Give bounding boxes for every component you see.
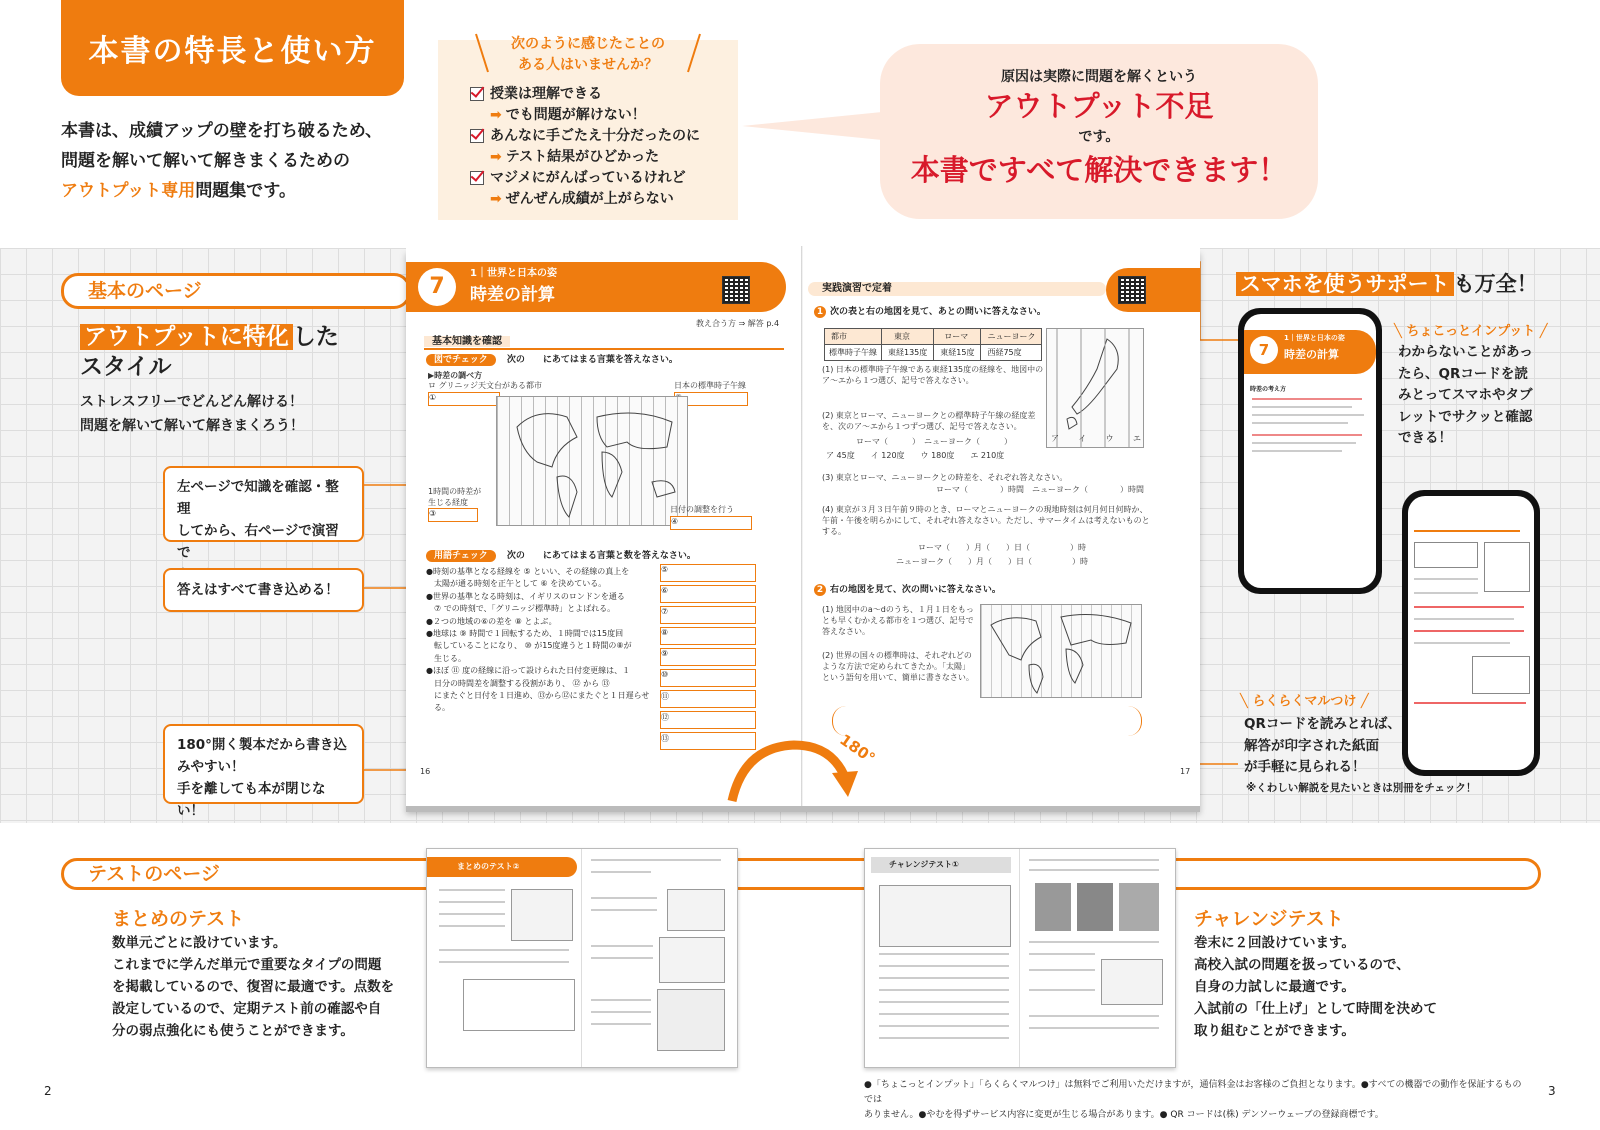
world-map-outline	[981, 605, 1141, 697]
question-1-4: (4) 東京が３月３日午前９時のとき、ローマとニューヨークの現地時刻は何月何日何時か、午前・午後を明らかにして、それぞれ答えなさい。ただし、サマータイムは考えないものとする。	[822, 505, 1150, 536]
term-check-badge: 用語チェック	[426, 550, 496, 562]
answer-box[interactable]: ⑤	[660, 564, 756, 582]
answer-box-3[interactable]: ③	[428, 508, 478, 522]
callout-left-right: 左ページで知識を確認・整理 してから、右ページで演習で	[163, 466, 364, 542]
fig-label: ロ グリニッジ天文台がある都市	[428, 381, 543, 390]
phone-mini-table	[1414, 542, 1478, 568]
phone-lesson-number: 7	[1250, 336, 1278, 364]
headline-line: スタイル	[80, 354, 172, 380]
test-page-label: テストのページ	[61, 858, 1541, 890]
question-1-2-choices: ア 45度 イ 120度 ウ 180度 エ 210度	[826, 451, 1005, 460]
phone-lesson-title: 時差の計算	[1284, 348, 1339, 361]
question-1-heading: 1 次の表と右の地図を見て、あとの問いに答えなさい。	[814, 304, 1046, 318]
matome-test-description: 数単元ごとに設けています。 これまでに学んだ単元で重要なタイプの問題 を掲載しているので、復習に最適です。点数を 設定しているので、定期テスト前の確認や自 分の弱点強化にも使うことができます。	[112, 935, 395, 1039]
choko-input-label: ╲ ちょこっとインプット ╱	[1394, 324, 1548, 339]
smartphone-headline	[1236, 268, 1538, 298]
world-map-outline	[497, 397, 687, 525]
worry-heading-line: ある人はいませんか？	[518, 57, 658, 73]
world-map-time-zones	[496, 396, 688, 526]
matome-test-title: まとめのテスト	[112, 908, 245, 930]
challenge-test-description: 巻末に２回設けています。 高校入試の問題を扱っているので、 自身の力試しに最適です。 入試前の「仕上げ」として時間を決めて 取り組むことができます。	[1194, 935, 1437, 1039]
question-1-4-answer-ny[interactable]: ニューヨーク（ ）月（ ）日（ ）時	[896, 557, 1088, 566]
page-number-2: 2	[44, 1084, 52, 1098]
worry-item-sub: ➡ テスト結果がひどかった	[490, 149, 660, 165]
challenge-test-thumbnail	[864, 848, 1176, 1068]
answer-box[interactable]: ⑩	[660, 669, 756, 687]
question-1-2-answer[interactable]: ローマ（ ） ニューヨーク（ ）	[856, 437, 1012, 446]
worry-item: あんなに手ごたえ十分だったのに	[470, 126, 700, 147]
headline-rest: も万全！	[1453, 272, 1538, 296]
qr-code-icon	[1118, 276, 1146, 304]
lesson-title: 時差の計算	[470, 285, 555, 305]
answer-box[interactable]: ⑨	[660, 648, 756, 666]
term-answer-column	[660, 564, 756, 753]
japan-map-outline	[1047, 329, 1143, 447]
worry-item: マジメにがんばっているけれど	[470, 168, 700, 189]
phone-lesson-header	[1244, 330, 1376, 374]
basic-page-label: 基本のページ	[61, 273, 411, 309]
degree-180-label: 180°	[836, 730, 879, 768]
phone-answer-mockup	[1402, 490, 1540, 776]
fig-check-badge: 図でチェック	[426, 354, 496, 366]
question-1-1: (1) 日本の標準時子午線である東経135度の経線を、地図中のア〜エから１つ選び、記号で答えなさい。	[822, 365, 1044, 385]
unit-label: 1｜世界と日本の姿	[470, 268, 557, 279]
question-1-3-answer[interactable]: ローマ（ ）時間 ニューヨーク（ ）時間	[936, 485, 1144, 494]
bubble-line: です。	[1078, 129, 1120, 145]
fig-check-row	[426, 352, 678, 365]
answer-box[interactable]: ⑫	[660, 711, 756, 729]
intro-line: 本書は、成績アップの壁を打ち破るため、	[61, 121, 383, 141]
qr-code-icon	[722, 276, 750, 304]
fig-label: 日付の調整を行う	[670, 505, 734, 514]
intro-emphasis: アウトプット専用	[61, 181, 196, 201]
question-2-2: (2) 世界の国々の標準時は、それぞれどのような方法で定められてきたか。「太陽」という語句を用いて、簡単に書きなさい。	[822, 651, 974, 682]
book-fold	[801, 246, 803, 806]
question-2-1: (1) 地図中のa〜dのうち、１月１日をもっとも早くむかえる都市を１つ選び、記号で答えなさい。	[822, 605, 974, 636]
headline-rest: した	[292, 324, 339, 350]
intro-line: 問題を解いて解いて解きまくるための	[61, 151, 350, 171]
phone-input-mockup	[1238, 308, 1382, 594]
description-line: ストレスフリーでどんどん解ける！	[80, 394, 304, 410]
book-spread	[406, 246, 1200, 806]
world-map-q2	[980, 604, 1142, 698]
section-practice: 実践演習で定着	[808, 282, 1106, 296]
worry-item-sub: ➡ ぜんぜん成績が上がらない	[490, 191, 674, 207]
question-1-2: (2) 東京とローマ、ニューヨークとの標準時子午線の経度差を、次のア〜エから１つずつ選び、記号で答えなさい。	[822, 411, 1036, 431]
question-1-4-answer-rome[interactable]: ローマ（ ）月（ ）日（ ）時	[918, 543, 1086, 552]
page-number-3: 3	[1548, 1084, 1556, 1098]
answer-reference: 教え合う方 ⇒ 解答 p.4	[696, 319, 780, 328]
intro-tail: 問題集です。	[195, 181, 296, 201]
description-line: 問題を解いて解いて解きまくろう！	[80, 418, 304, 434]
page-number-left: 16	[420, 767, 431, 776]
raku-maru-description: QRコードを読みとれば、 解答が印字された紙面 が手軽に見られる！	[1244, 716, 1401, 775]
term-text: ●時刻の基準となる経線を ⑤ といい、その経線の真上を 太陽が通る時刻を正午として ⑥ を決めている。 ●世界の基準となる時刻は、イギリスのロンドンを通る ⑦ での時刻で、「グリニッジ標準時」とよばれる。 ●２つの地域の⑥の差を ⑧ とよぶ。 ●地球は ⑨ 時間で１回転するため、１時間では15度回 転していることになり、 ⑩ が15度違うと１時間の⑧が 生じる。 ●ほぼ ⑪ 度の経線に沿って設けられた日付変更線は、１ 日分の時間差を調整する役割があり、 ⑫ から ⑬ にまたぐと日付を１日進め、⑬から⑫にまたぐと１日遅らせ る。	[426, 567, 650, 713]
lesson-number: 7	[418, 268, 456, 306]
headline-highlight: アウトプットに特化	[80, 324, 293, 350]
answer-box[interactable]: ⑧	[660, 627, 756, 645]
choko-input-description: わからないことがあっ たら、QRコードを読 みとってスマホやタブ レットでサクッと確認 できる！	[1398, 344, 1533, 446]
answer-area-q2-2[interactable]	[832, 706, 1142, 736]
question-1-3: (3) 東京とローマ、ニューヨークとの時差を、それぞれ答えなさい。	[822, 473, 1068, 482]
time-zone-table: 都市 東京 ローマ ニューヨーク 標準時子午線 東経135度 東経15度 西経75度	[824, 328, 1042, 361]
answer-box[interactable]: ⑥	[660, 585, 756, 603]
term-check-row	[426, 548, 696, 561]
phone-subheading: 時差の考え方	[1250, 386, 1287, 393]
fig-label: 日本の標準時子午線	[674, 381, 746, 390]
term-instruction: 次の にあてはまる言葉と数を答えなさい。	[506, 551, 696, 561]
headline-highlight: スマホを使うサポート	[1236, 272, 1454, 296]
answer-box-1[interactable]: ①	[428, 392, 500, 406]
bubble-emphasis: アウトプット不足	[984, 89, 1214, 123]
answer-box-4[interactable]: ④	[670, 516, 752, 530]
phone-unit-label: 1｜世界と日本の姿	[1284, 334, 1345, 342]
fig-subheading: ▶時差の調べ方	[428, 371, 483, 380]
worry-item: 授業は理解できる	[470, 84, 700, 105]
bubble-line: 原因は実際に問題を解くという	[1001, 69, 1197, 85]
phone-mini-map	[1484, 542, 1530, 592]
raku-maru-label: ╲ らくらくマルつけ ╱	[1240, 694, 1369, 709]
footer-note: ●「ちょこっとインプット」「らくらくマルつけ」は無料でご利用いただけますが，通信料金はお客様のご負担となります。●すべての機器での動作を保証するものでは ありません。●やむを得ずサービス内容に変更が生じる場合があります。● QR コードは(株) デンソーウェーブの登録商標です。	[864, 1080, 1522, 1120]
page-title: 本書の特長と使い方	[61, 0, 404, 96]
challenge-test-title: チャレンジテスト	[1194, 908, 1344, 930]
question-2-heading: 2 右の地図を見て、次の問いに答えなさい。	[814, 582, 1001, 596]
worry-item-sub: ➡ でも問題が解けない！	[490, 107, 646, 123]
matome-test-thumbnail	[426, 848, 738, 1068]
answer-box[interactable]: ⑬	[660, 732, 756, 750]
thumb-header: チャレンジテスト①	[871, 857, 1011, 873]
worry-heading-line: 次のように感じたことの	[511, 36, 665, 52]
callout-180-binding: 180°開く製本だから書き込 みやすい！ 手を離しても本が閉じない！	[163, 724, 364, 804]
answer-box[interactable]: ⑪	[660, 690, 756, 708]
page-number-right: 17	[1180, 767, 1191, 776]
phone-mini-map	[1472, 656, 1530, 694]
arrow-right-icon: ➡	[490, 149, 502, 165]
arrow-right-icon: ➡	[490, 107, 502, 123]
arrow-right-icon: ➡	[490, 191, 502, 207]
answer-box[interactable]: ⑦	[660, 606, 756, 624]
callout-write-in: 答えはすべて書き込める！	[163, 568, 364, 612]
section-basic-knowledge: 基本知識を確認	[424, 332, 784, 350]
fig-instruction: 次の にあてはまる言葉を答えなさい。	[506, 355, 678, 365]
thumb-header: まとめのテスト②	[427, 857, 577, 877]
raku-maru-note: ※くわしい解説を見たいときは別冊をチェック！	[1246, 782, 1477, 794]
bubble-emphasis: 本書ですべて解決できます！	[910, 153, 1288, 187]
japan-map: ア イ ウ エ	[1046, 328, 1144, 448]
fig-label: 1時間の時差が生じる経度	[428, 487, 482, 507]
